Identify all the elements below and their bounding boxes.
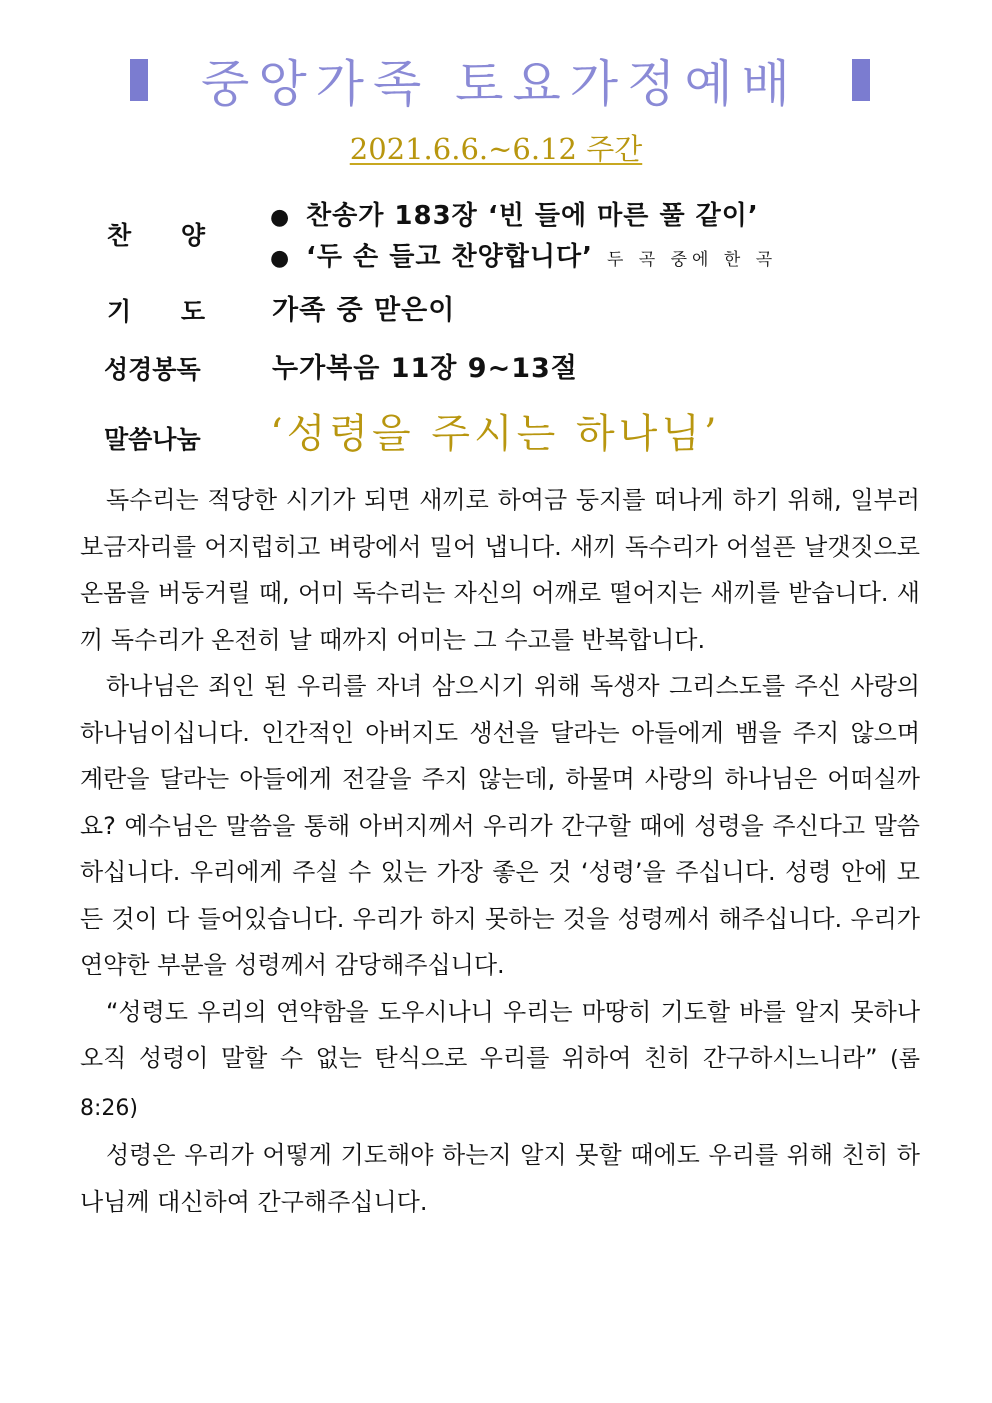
scripture-value: 누가복음 11장 9~13절 xyxy=(272,353,578,384)
date-line xyxy=(0,127,992,168)
closing-paragraph: 성령은 우리가 어떻게 기도해야 하는지 알지 못할 때에도 우리를 위해 친히 하나님께 대신하여 간구해주십니다. xyxy=(80,1141,920,1216)
prayer-label-char: 도 xyxy=(180,297,205,326)
hymn-item xyxy=(270,236,777,273)
sermon-label: 말씀나눔 xyxy=(104,425,201,454)
hymn-label-char: 양 xyxy=(180,221,205,250)
scripture-label: 성경봉독 xyxy=(104,355,201,384)
title-row xyxy=(130,40,870,120)
sermon-body xyxy=(80,477,920,1225)
hymn-label xyxy=(107,216,205,252)
hymn-item-text: 찬송가 183장 ‘빈 들에 마른 풀 같이’ xyxy=(306,201,759,231)
quote-text: “성령도 우리의 연약함을 도우시나니 우리는 마땅히 기도할 바를 알지 못하나 오직 성령이 말할 수 없는 탄식으로 우리를 위하여 친히 간구하시느니라” xyxy=(80,997,920,1072)
hymn-item-text: ‘두 손 들고 찬양합니다’ xyxy=(306,242,593,272)
sermon-title: ‘성령을 주시는 하나님’ xyxy=(270,411,721,457)
page-title: 중앙가족 토요가정예배 xyxy=(201,55,799,113)
quote-reference: (롬8:26) xyxy=(80,1047,920,1121)
prayer-value: 가족 중 맏은이 xyxy=(272,295,456,326)
body-paragraph: 하나님은 죄인 된 우리를 자녀 삼으시기 위해 독생자 그리스도를 주신 사랑의 하나님이십니다. 인간적인 아버지도 생선을 달라는 아들에게 뱀을 주지 않으며 계란을 달라는 아들에게 전갈을 주지 않는데, 하물며 사랑의 하나님은 어떠실까요? 예수님은 말씀을 통해 아버지께서 우리가 간구할 때에 성령을 주신다고 말씀하십니다. 우리에게 주실 수 있는 가장 좋은 것 ‘성령’을 주십니다. 성령 안에 모든 것이 다 들어있습니다. 우리가 하지 못하는 것을 성령께서 해주십니다. 우리가 연약한 부분을 성령께서 감당해주십니다. xyxy=(80,672,920,979)
title-left-bar xyxy=(130,59,148,101)
bullet-icon: ● xyxy=(270,205,290,230)
scripture-quote xyxy=(80,989,920,1133)
body-paragraph: 독수리는 적당한 시기가 되면 새끼로 하여금 둥지를 떠나게 하기 위해, 일부러 보금자리를 어지럽히고 벼랑에서 밀어 냅니다. 새끼 독수리가 어설픈 날갯짓으로 온몸을 버둥거릴 때, 어미 독수리는 자신의 어깨로 떨어지는 새끼를 받습니다. 새끼 독수리가 온전히 날 때까지 어미는 그 수고를 반복합니다. xyxy=(80,486,920,654)
title-right-bar xyxy=(852,59,870,101)
prayer-label-char: 기 xyxy=(107,297,132,326)
hymn-label-char: 찬 xyxy=(107,221,132,250)
bullet-icon: ● xyxy=(270,246,290,271)
date-text: 2021.6.6.~6.12 주간 xyxy=(349,132,643,166)
hymn-item xyxy=(270,195,759,232)
prayer-label xyxy=(107,292,205,328)
hymn-item-note: 두 곡 중에 한 곡 xyxy=(606,250,778,270)
